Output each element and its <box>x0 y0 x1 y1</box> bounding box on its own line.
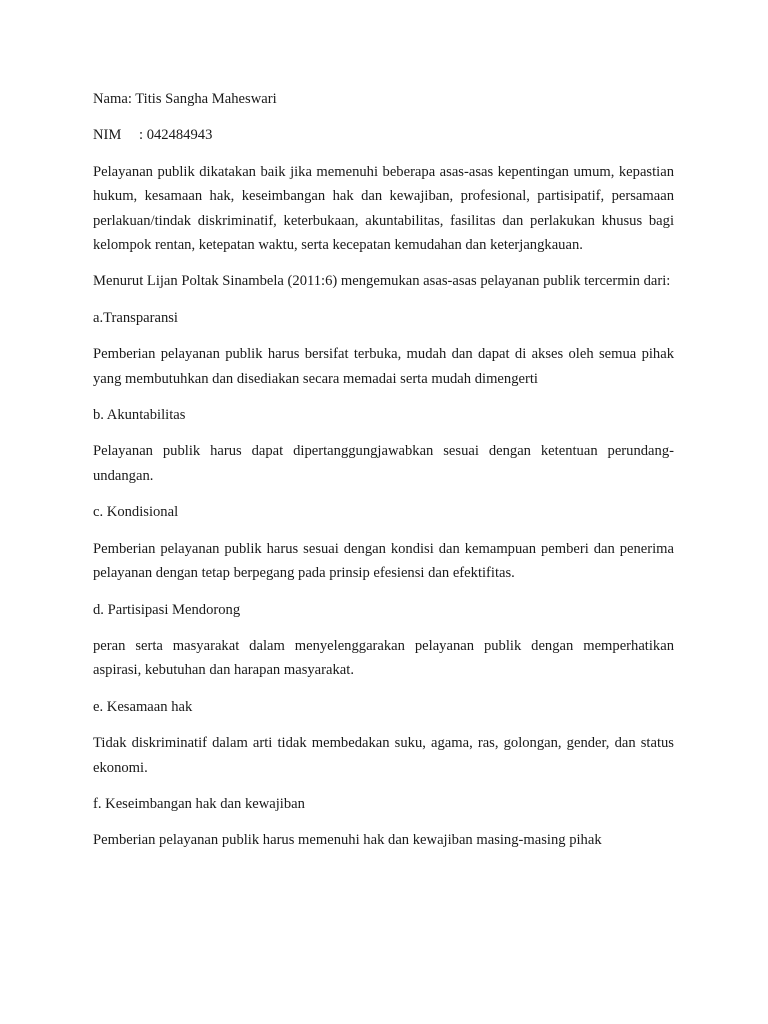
student-name-line: Nama: Titis Sangha Maheswari <box>93 91 277 107</box>
section-body-kesamaan-hak: Tidak diskriminatif dalam arti tidak membedakan suku, agama, ras, golongan, gender, dan status ekonomi. <box>93 735 674 776</box>
section-body-akuntabilitas: Pelayanan publik harus dapat dipertanggungjawabkan sesuai dengan ketentuan perundang-undangan. <box>93 443 674 484</box>
section-heading-kondisional: c. Kondisional <box>93 504 179 521</box>
nim-label: NIM <box>93 127 122 144</box>
section-heading-kesamaan-hak: e. Kesamaan hak <box>93 698 193 715</box>
section-heading-keseimbangan: f. Keseimbangan hak dan kewajiban <box>93 795 305 812</box>
section-body-transparansi: Pemberian pelayanan publik harus bersifat terbuka, mudah dan dapat di akses oleh semua pihak yang membutuhkan dan disediakan secara memadai serta mudah dimengerti <box>93 346 674 387</box>
student-nim-line <box>93 123 674 147</box>
section-body-partisipasi: peran serta masyarakat dalam menyelenggarakan pelayanan publik dengan memperhatikan aspirasi, kebutuhan dan harapan masyarakat. <box>93 637 674 679</box>
section-heading-partisipasi: d. Partisipasi Mendorong <box>93 601 241 618</box>
section-heading-akuntabilitas: b. Akuntabilitas <box>93 407 186 424</box>
section-body-keseimbangan: Pemberian pelayanan publik harus memenuhi hak dan kewajiban masing-masing pihak <box>93 832 602 849</box>
source-paragraph: Menurut Lijan Poltak Sinambela (2011:6) mengemukan asas-asas pelayanan publik tercermin dari: <box>93 273 671 290</box>
document-body <box>93 87 674 853</box>
section-body-kondisional: Pemberian pelayanan publik harus sesuai dengan kondisi dan kemampuan pemberi dan penerima pelayanan dengan tetap berpegang pada prinsip efesiensi dan efektifitas. <box>93 540 674 582</box>
nim-value: : 042484943 <box>139 127 213 144</box>
section-heading-transparansi: a.Transparansi <box>93 309 178 326</box>
intro-paragraph: Pelayanan publik dikatakan baik jika memenuhi beberapa asas-asas kepentingan umum, kepastian hukum, kesamaan hak, keseimbangan hak dan kewajiban, profesional, partisipatif, persamaan perlakuan/tindak diskriminatif, keterbukaan, akuntabilitas, fasilitas dan perlakukan khusus bagi kelompok rentan, ketepatan waktu, serta kecepatan kemudahan dan keterjangkauan. <box>93 163 674 254</box>
